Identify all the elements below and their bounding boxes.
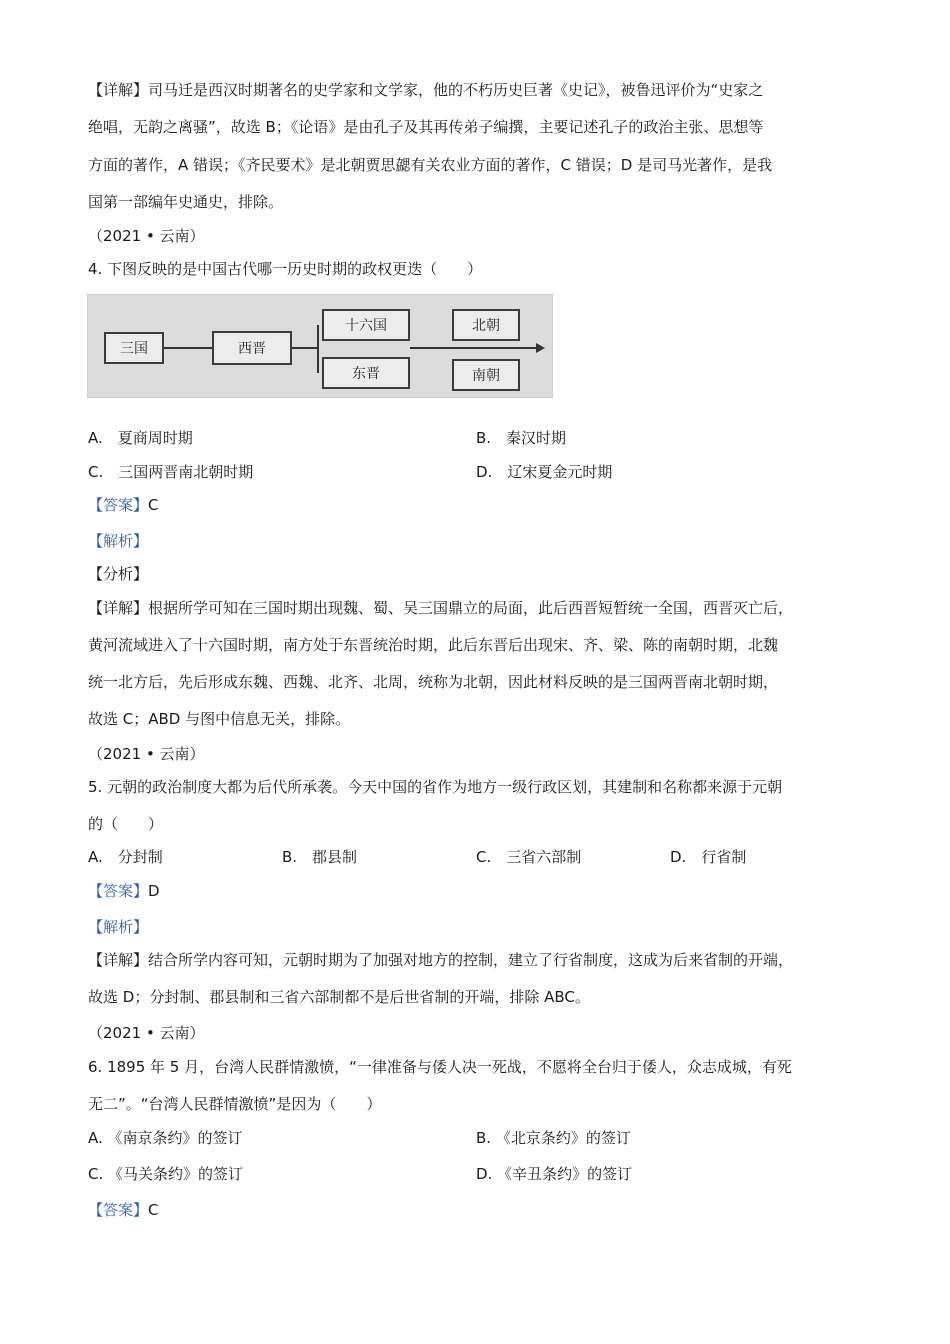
q3-detail-line-2: 绝唱，无韵之离骚”，故选 B；《论语》是由孔子及其再传弟子编撰，主要记述孔子的政治主张、思想等 <box>88 118 764 136</box>
diagram-node-beichao: 北朝 <box>452 309 520 341</box>
q5-answer-tag: 【答案】 <box>88 882 149 900</box>
q4-detail-line-3: 统一北方后，先后形成东魏、西魏、北齐、北周，统称为北朝，因此材料反映的是三国两晋南北朝时期， <box>88 673 779 691</box>
q4-option-a: A. 夏商周时期 <box>88 429 193 447</box>
q4-option-c: C. 三国两晋南北朝时期 <box>88 463 254 481</box>
diagram-node-sanguo: 三国 <box>104 332 164 364</box>
q6-question-line-1: 6. 1895 年 5 月，台湾人民群情激愤，“一律准备与倭人决一死战，不愿将全台归于倭人，众志成城，有死 <box>88 1058 792 1076</box>
q5-option-b: B. 郡县制 <box>282 848 358 866</box>
q4-answer-value: C <box>148 496 159 514</box>
q5-answer-value: D <box>148 882 160 900</box>
q4-source: （2021 • 云南） <box>88 227 205 245</box>
q5-source: （2021 • 云南） <box>88 745 205 763</box>
q5-option-a: A. 分封制 <box>88 848 163 866</box>
q6-option-d: D. 《辛丑条约》的签订 <box>476 1165 633 1183</box>
q5-question-line-2: 的（ ） <box>88 815 164 833</box>
q4-option-d: D. 辽宋夏金元时期 <box>476 463 613 481</box>
q6-answer <box>88 1200 159 1220</box>
q5-question-line-1: 5. 元朝的政治制度大都为后代所承袭。今天中国的省作为地方一级行政区划，其建制和名称都来源于元朝 <box>88 778 783 796</box>
q6-question-line-2: 无二”。“台湾人民群情激愤”是因为（ ） <box>88 1095 382 1113</box>
q6-answer-tag: 【答案】 <box>88 1201 149 1219</box>
q4-fenxi-tag: 【分析】 <box>88 565 149 583</box>
diagram-node-dongjin: 东晋 <box>322 357 410 389</box>
q6-source: （2021 • 云南） <box>88 1024 205 1042</box>
q4-detail-line-4: 故选 C；ABD 与图中信息无关，排除。 <box>88 710 351 728</box>
q6-answer-value: C <box>148 1201 159 1219</box>
q3-detail-line-3: 方面的著作，A 错误；《齐民要术》是北朝贾思勰有关农业方面的著作，C 错误；D 是司马光著作，是我 <box>88 156 773 174</box>
q5-option-d: D. 行省制 <box>670 848 747 866</box>
q4-detail-line-2: 黄河流域进入了十六国时期，南方处于东晋统治时期，此后东晋后出现宋、齐、梁、陈的南朝时期，北魏 <box>88 636 779 654</box>
q5-analysis-tag: 【解析】 <box>88 918 149 936</box>
q4-analysis-tag: 【解析】 <box>88 532 149 550</box>
q3-detail-line-4: 国第一部编年史通史，排除。 <box>88 193 284 211</box>
diagram-node-xijin: 西晋 <box>212 331 292 365</box>
diagram-node-nanchao: 南朝 <box>452 359 520 391</box>
q5-detail-line-2: 故选 D；分封制、郡县制和三省六部制都不是后世省制的开端，排除 ABC。 <box>88 988 590 1006</box>
q5-detail-line-1: 【详解】结合所学内容可知，元朝时期为了加强对地方的控制，建立了行省制度，这成为后来省制的开端， <box>88 951 794 969</box>
q4-answer-tag: 【答案】 <box>88 496 149 514</box>
dynasty-succession-diagram <box>87 294 553 398</box>
q4-detail-line-1: 【详解】根据所学可知在三国时期出现魏、蜀、吴三国鼎立的局面，此后西晋短暂统一全国，西晋灭亡后， <box>88 599 794 617</box>
q5-answer <box>88 881 160 901</box>
q5-option-c: C. 三省六部制 <box>476 848 582 866</box>
q4-answer <box>88 495 159 515</box>
q4-option-b: B. 秦汉时期 <box>476 429 567 447</box>
q6-option-c: C. 《马关条约》的签订 <box>88 1165 244 1183</box>
diagram-node-shiliuguo: 十六国 <box>322 309 410 341</box>
q4-question: 4. 下图反映的是中国古代哪一历史时期的政权更迭（ ） <box>88 260 483 278</box>
q6-option-b: B. 《北京条约》的签订 <box>476 1129 631 1147</box>
q6-option-a: A. 《南京条约》的签订 <box>88 1129 243 1147</box>
q3-detail-line-1: 【详解】司马迁是西汉时期著名的史学家和文学家，他的不朽历史巨著《史记》，被鲁迅评价为“史家之 <box>88 81 764 99</box>
